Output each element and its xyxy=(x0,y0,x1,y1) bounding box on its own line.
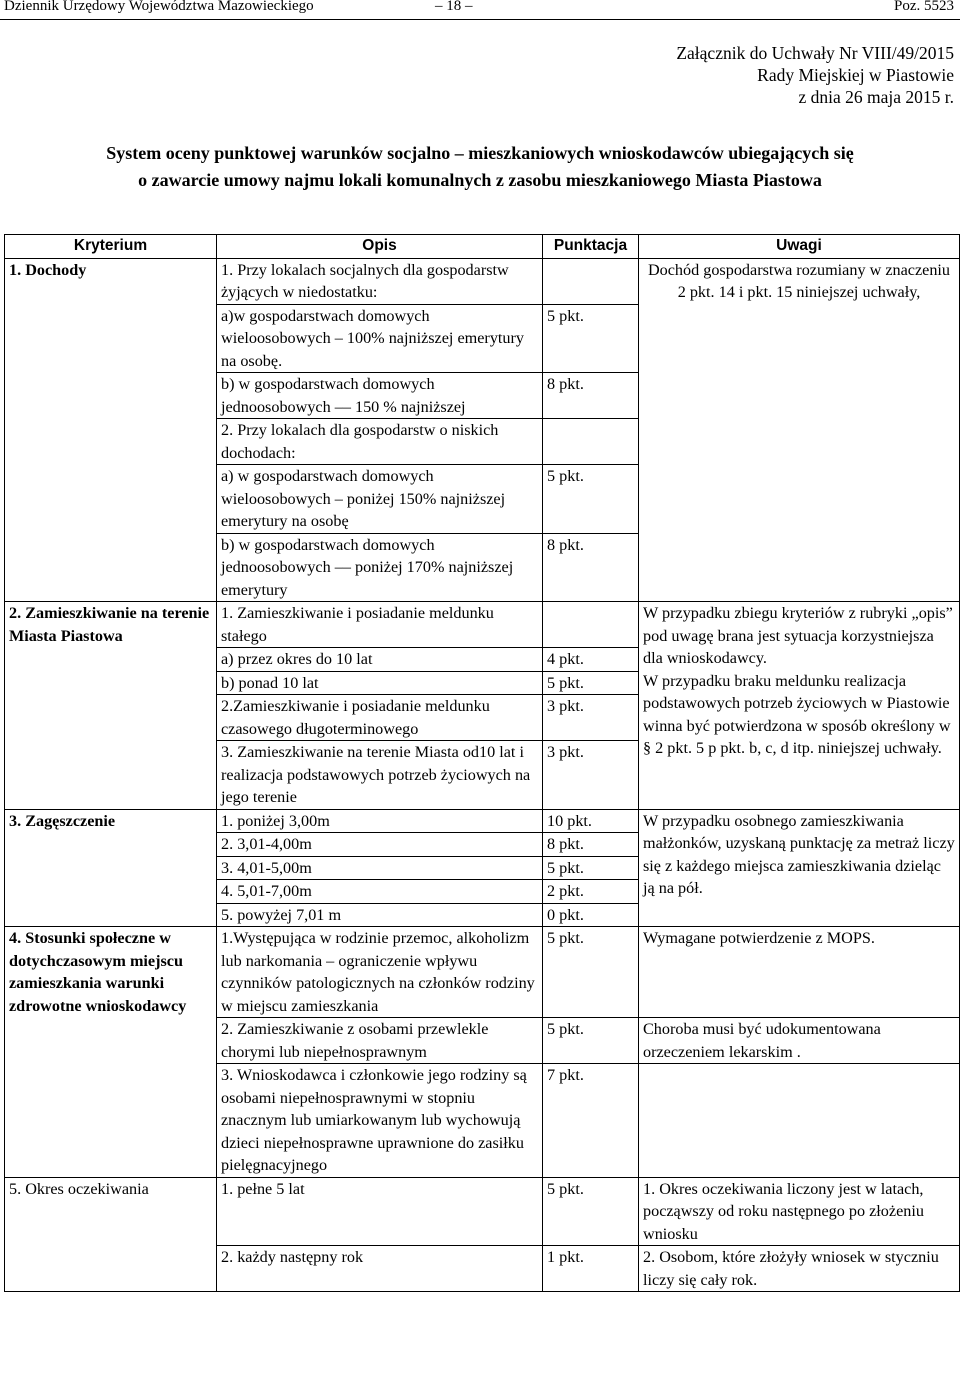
points-cell xyxy=(543,602,639,648)
description-cell: 5. powyżej 7,01 m xyxy=(217,903,543,927)
notes-cell xyxy=(639,1064,960,1178)
points-cell: 8 pkt. xyxy=(543,373,639,419)
points-cell: 5 pkt. xyxy=(543,856,639,880)
title-line: System oceny punktowej warunków socjalno – mieszkaniowych wnioskodawców ubiegających się xyxy=(106,143,854,163)
notes-cell: Dochód gospodarstwa rozumiany w znaczeniu 2 pkt. 14 i pkt. 15 niniejszej uchwały, xyxy=(639,258,960,602)
annex-line: z dnia 26 maja 2015 r. xyxy=(798,87,954,107)
page-number: – 18 – xyxy=(435,0,473,14)
header-description: Opis xyxy=(217,235,543,259)
description-cell: a) przez okres do 10 lat xyxy=(217,648,543,672)
description-cell: 3. Zamieszkiwanie na terenie Miasta od10 lat i realizacja podstawowych potrzeb życiowych na jego terenie xyxy=(217,741,543,810)
points-cell: 4 pkt. xyxy=(543,648,639,672)
description-cell: 3. Wnioskodawca i członkowie jego rodziny są osobami niepełnosprawnymi w stopniu znacznym lub umiarkowanym lub wychowują dzieci niepełnosprawne uprawnione do zasiłku pielęgnacyjnego xyxy=(217,1064,543,1178)
points-cell xyxy=(543,258,639,304)
position-number: Poz. 5523 xyxy=(894,0,954,14)
points-cell: 5 pkt. xyxy=(543,1177,639,1246)
description-cell: a)w gospodarstwach domowych wieloosobowych – 100% najniższej emerytury na osobę. xyxy=(217,304,543,373)
description-cell: b) ponad 10 lat xyxy=(217,671,543,695)
header-rule xyxy=(0,19,960,20)
points-cell: 2 pkt. xyxy=(543,880,639,904)
title-line: o zawarcie umowy najmu lokali komunalnych z zasobu mieszkaniowego Miasta Piastowa xyxy=(138,170,822,190)
points-cell: 8 pkt. xyxy=(543,833,639,857)
description-cell: 1.Występująca w rodzinie przemoc, alkoholizm lub narkomania – ograniczenie wpływu czynników patologicznych na członków rodziny w miejscu zamieszkania xyxy=(217,927,543,1018)
journal-name: Dziennik Urzędowy Województwa Mazowieckiego xyxy=(4,0,314,14)
header-points: Punktacja xyxy=(543,235,639,259)
table-row xyxy=(5,258,960,304)
description-cell: 2.Zamieszkiwanie i posiadanie meldunku czasowego długoterminowego xyxy=(217,695,543,741)
description-cell: 1. Przy lokalach socjalnych dla gospodarstw żyjących w niedostatku: xyxy=(217,258,543,304)
notes-cell: W przypadku osobnego zamieszkiwania małżonków, uzyskaną punktację za metraż liczy się z każdego miejsca zamieszkiwania dzieląc ją na pół. xyxy=(639,809,960,927)
description-cell: a) w gospodarstwach domowych wieloosobowych – poniżej 150% najniższej emerytury na osobę xyxy=(217,465,543,534)
description-cell: 1. Zamieszkiwanie i posiadanie meldunku stałego xyxy=(217,602,543,648)
notes-cell: Choroba musi być udokumentowana orzeczeniem lekarskim . xyxy=(639,1018,960,1064)
description-cell: 1. poniżej 3,00m xyxy=(217,809,543,833)
points-cell: 3 pkt. xyxy=(543,695,639,741)
annex-line: Rady Miejskiej w Piastowie xyxy=(757,65,954,85)
points-cell: 5 pkt. xyxy=(543,465,639,534)
description-cell: 2. 3,01-4,00m xyxy=(217,833,543,857)
annex-block xyxy=(676,42,954,108)
header-notes: Uwagi xyxy=(639,235,960,259)
points-cell: 0 pkt. xyxy=(543,903,639,927)
points-cell: 7 pkt. xyxy=(543,1064,639,1178)
description-cell: 1. pełne 5 lat xyxy=(217,1177,543,1246)
description-cell: b) w gospodarstwach domowych jednoosobowych –– poniżej 170% najniższej emerytury xyxy=(217,533,543,602)
criterion-cell: 4. Stosunki społeczne w dotychczasowym miejscu zamieszkania warunki zdrowotne wnioskodawcy xyxy=(5,927,217,1178)
points-cell: 5 pkt. xyxy=(543,671,639,695)
criterion-cell: 3. Zagęszczenie xyxy=(5,809,217,927)
note-paragraph: W przypadku zbiegu kryteriów z rubryki „opis” pod uwagę brana jest sytuacja korzystniejsza dla wnioskodawcy. xyxy=(643,604,953,667)
criterion-cell: 5. Okres oczekiwania xyxy=(5,1177,217,1292)
header-criterion: Kryterium xyxy=(5,235,217,259)
notes-cell xyxy=(639,602,960,810)
document-title xyxy=(0,140,960,194)
points-cell xyxy=(543,419,639,465)
notes-cell: Wymagane potwierdzenie z MOPS. xyxy=(639,927,960,1018)
points-cell: 10 pkt. xyxy=(543,809,639,833)
points-cell: 8 pkt. xyxy=(543,533,639,602)
description-cell: 3. 4,01-5,00m xyxy=(217,856,543,880)
criterion-cell: 2. Zamieszkiwanie na terenie Miasta Piastowa xyxy=(5,602,217,810)
table-header-row xyxy=(5,235,960,259)
page-header xyxy=(0,0,960,20)
note-paragraph: W przypadku braku meldunku realizacja podstawowych potrzeb życiowych w Piastowie winna być potwierdzona w sposób określony w § 2 pkt. 5 p pkt. b, c, d itp. niniejszej uchwały. xyxy=(643,671,951,757)
table-row xyxy=(5,1177,960,1246)
description-cell: b) w gospodarstwach domowych jednoosobowych –– 150 % najniższej xyxy=(217,373,543,419)
notes-cell: 1. Okres oczekiwania liczony jest w latach, począwszy od roku następnego po złożeniu wniosku xyxy=(639,1177,960,1246)
description-cell: 2. każdy następny rok xyxy=(217,1246,543,1292)
criterion-cell: 1. Dochody xyxy=(5,258,217,602)
annex-line: Załącznik do Uchwały Nr VIII/49/2015 xyxy=(676,43,954,63)
points-cell: 5 pkt. xyxy=(543,304,639,373)
notes-cell: 2. Osobom, które złożyły wniosek w styczniu liczy się cały rok. xyxy=(639,1246,960,1292)
description-cell: 4. 5,01-7,00m xyxy=(217,880,543,904)
points-cell: 1 pkt. xyxy=(543,1246,639,1292)
points-cell: 5 pkt. xyxy=(543,1018,639,1064)
table-row xyxy=(5,602,960,648)
scoring-table xyxy=(4,234,960,1292)
description-cell: 2. Zamieszkiwanie z osobami przewlekle chorymi lub niepełnosprawnym xyxy=(217,1018,543,1064)
description-cell: 2. Przy lokalach dla gospodarstw o niskich dochodach: xyxy=(217,419,543,465)
points-cell: 5 pkt. xyxy=(543,927,639,1018)
table-row xyxy=(5,927,960,1018)
table-row xyxy=(5,809,960,833)
points-cell: 3 pkt. xyxy=(543,741,639,810)
